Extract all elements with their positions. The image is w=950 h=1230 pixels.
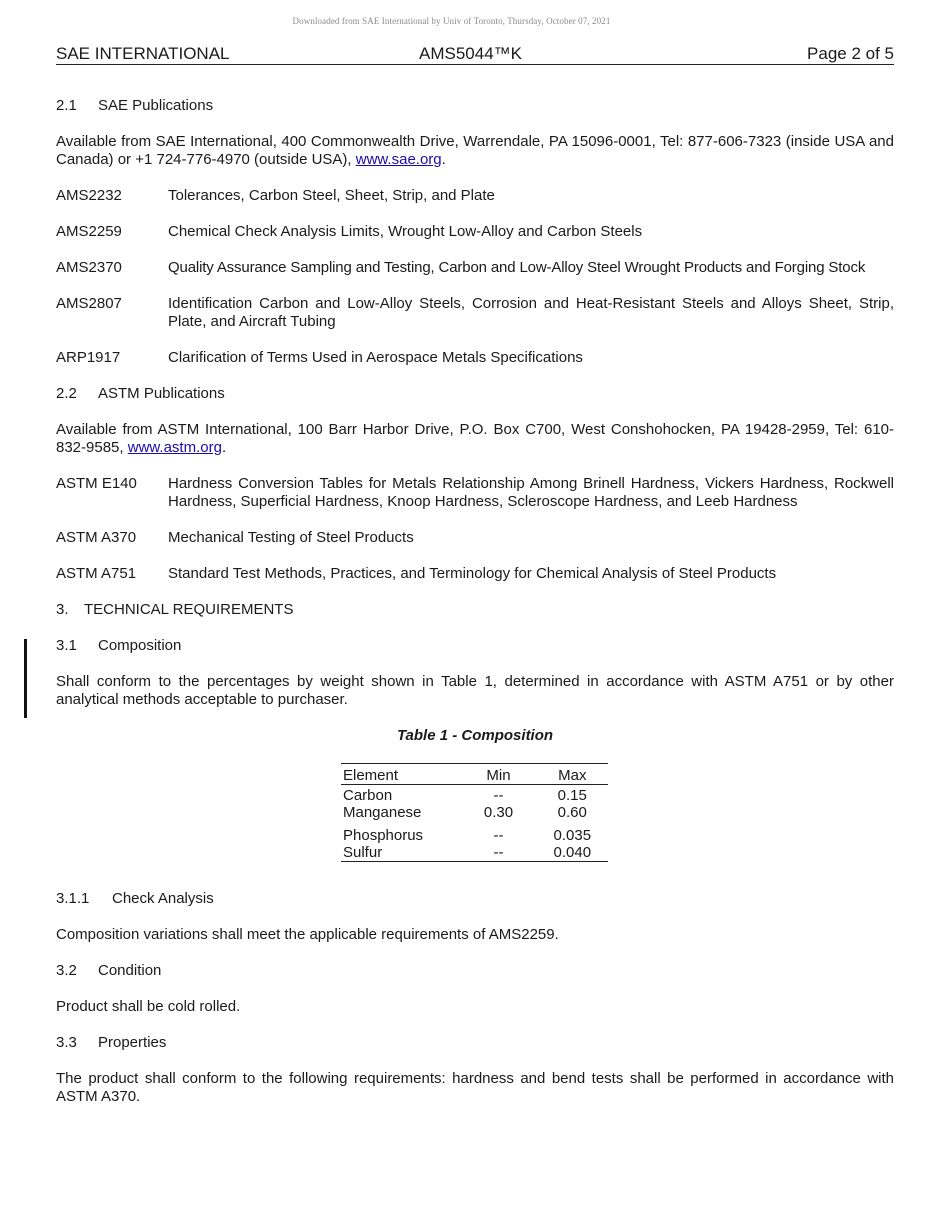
revision-change-bar: [24, 639, 27, 718]
reference-entry: [56, 259, 894, 277]
document-body: [56, 97, 894, 1124]
sae-availability-text: Available from SAE International, 400 Commonwealth Drive, Warrendale, PA 15096-0001, Tel: 877-606-7323 (inside USA and Canada) or +1 724-776-4970 (outside USA),: [56, 133, 894, 168]
reference-title: Mechanical Testing of Steel Products: [168, 529, 414, 546]
cell-max: 0.035: [553, 827, 592, 844]
reference-title: Tolerances, Carbon Steel, Sheet, Strip, and Plate: [168, 187, 495, 204]
reference-entry: [56, 187, 894, 205]
reference-code: AMS2807: [56, 295, 122, 312]
astm-website-link[interactable]: www.astm.org: [127, 439, 222, 456]
properties-paragraph: The product shall conform to the following requirements: hardness and bend tests shall be performed in accordance with ASTM A370.: [56, 1070, 894, 1105]
cell-min: --: [493, 827, 504, 844]
section-title: SAE Publications: [98, 97, 214, 114]
page-header: [56, 44, 894, 65]
cell-max: 0.040: [537, 844, 608, 862]
table-row: [341, 844, 608, 862]
cell-min: --: [493, 787, 504, 804]
section-number: 3.2: [56, 962, 77, 979]
section-title: ASTM Publications: [98, 385, 225, 402]
reference-code: ASTM A751: [56, 565, 137, 582]
table-row: [341, 785, 608, 805]
reference-code: ARP1917: [56, 349, 121, 366]
reference-code: AMS2232: [56, 187, 122, 204]
sae-availability-paragraph: [56, 133, 894, 169]
reference-code: AMS2259: [56, 223, 122, 240]
cell-min: 0.30: [483, 804, 514, 821]
reference-title: Clarification of Terms Used in Aerospace Metals Specifications: [168, 349, 583, 366]
download-watermark: Downloaded from SAE International by Univ of Toronto, Thursday, October 07, 2021: [292, 16, 611, 26]
reference-code: AMS2370: [56, 259, 122, 276]
reference-code: ASTM E140: [56, 475, 137, 492]
section-number: 3.1: [56, 637, 77, 654]
header-doc-id: AMS5044™K: [419, 44, 522, 63]
reference-entry: [56, 349, 894, 367]
reference-entry: [56, 295, 894, 331]
table-caption: Table 1 - Composition: [396, 727, 554, 744]
section-title: TECHNICAL REQUIREMENTS: [84, 601, 294, 618]
cell-element: Manganese: [343, 804, 422, 821]
section-title: Check Analysis: [112, 890, 214, 907]
composition-table: [341, 763, 608, 862]
reference-title: Identification Carbon and Low-Alloy Steels, Corrosion and Heat-Resistant Steels and Alloys Sheet, Strip, Plate, and Aircraft Tubing: [168, 295, 894, 330]
section-3-2-heading: [56, 962, 894, 980]
section-3-3-heading: [56, 1034, 894, 1052]
section-3-1-heading: [56, 637, 894, 655]
section-3-1-1-heading: [56, 890, 894, 908]
composition-paragraph: Shall conform to the percentages by weight shown in Table 1, determined in accordance with ASTM A751 or by other analytical methods acceptable to purchaser.: [56, 673, 894, 708]
section-number: 2.1: [56, 97, 77, 114]
reference-entry: [56, 223, 894, 241]
reference-title: Chemical Check Analysis Limits, Wrought Low-Alloy and Carbon Steels: [168, 223, 643, 240]
table-header-row: [341, 764, 608, 785]
astm-availability-paragraph: [56, 421, 894, 457]
check-analysis-paragraph: Composition variations shall meet the applicable requirements of AMS2259.: [56, 926, 559, 943]
cell-max: 0.60: [557, 804, 587, 821]
cell-element: Sulfur: [341, 844, 460, 862]
section-2-2-heading: [56, 385, 894, 403]
section-number: 2.2: [56, 385, 77, 402]
reference-title: Hardness Conversion Tables for Metals Relationship Among Brinell Hardness, Vickers Hardness, Rockwell Hardness, Superficial Hardness, Knoop Hardness, Scleroscope Hardness, and Leeb Hardness: [168, 475, 894, 510]
column-header-min: Min: [460, 764, 536, 785]
column-header-element: Element: [341, 764, 460, 785]
reference-entry: [56, 565, 894, 583]
section-title: Condition: [98, 962, 162, 979]
astm-availability-text: Available from ASTM International, 100 Barr Harbor Drive, P.O. Box C700, West Conshohocken, PA 19428-2959, Tel: 610-832-9585,: [56, 421, 894, 456]
reference-title: Quality Assurance Sampling and Testing, Carbon and Low-Alloy Steel Wrought Products and Forging Stock: [168, 259, 866, 276]
cell-element: Phosphorus: [343, 827, 424, 844]
section-number: 3.1.1: [56, 890, 90, 907]
section-number: 3.3: [56, 1034, 77, 1051]
reference-title: Standard Test Methods, Practices, and Terminology for Chemical Analysis of Steel Products: [168, 565, 777, 582]
header-org: SAE INTERNATIONAL: [56, 44, 230, 63]
section-title: Composition: [98, 637, 182, 654]
condition-paragraph: Product shall be cold rolled.: [56, 998, 241, 1015]
section-title: Properties: [98, 1034, 167, 1051]
sentence-end: .: [221, 439, 227, 456]
table-row: [341, 827, 608, 844]
cell-min: --: [460, 844, 536, 862]
reference-entry: [56, 529, 894, 547]
cell-element: Carbon: [343, 787, 393, 804]
section-2-1-heading: [56, 97, 894, 115]
section-number: 3.: [56, 601, 69, 618]
sentence-end: .: [441, 151, 446, 168]
header-page-number: Page 2 of 5: [807, 44, 894, 63]
column-header-max: Max: [537, 764, 608, 785]
table-row: [341, 804, 608, 827]
reference-entry: [56, 475, 894, 511]
reference-code: ASTM A370: [56, 529, 137, 546]
cell-max: 0.15: [557, 787, 587, 804]
section-3-heading: [56, 601, 894, 619]
sae-website-link[interactable]: www.sae.org: [355, 151, 442, 168]
